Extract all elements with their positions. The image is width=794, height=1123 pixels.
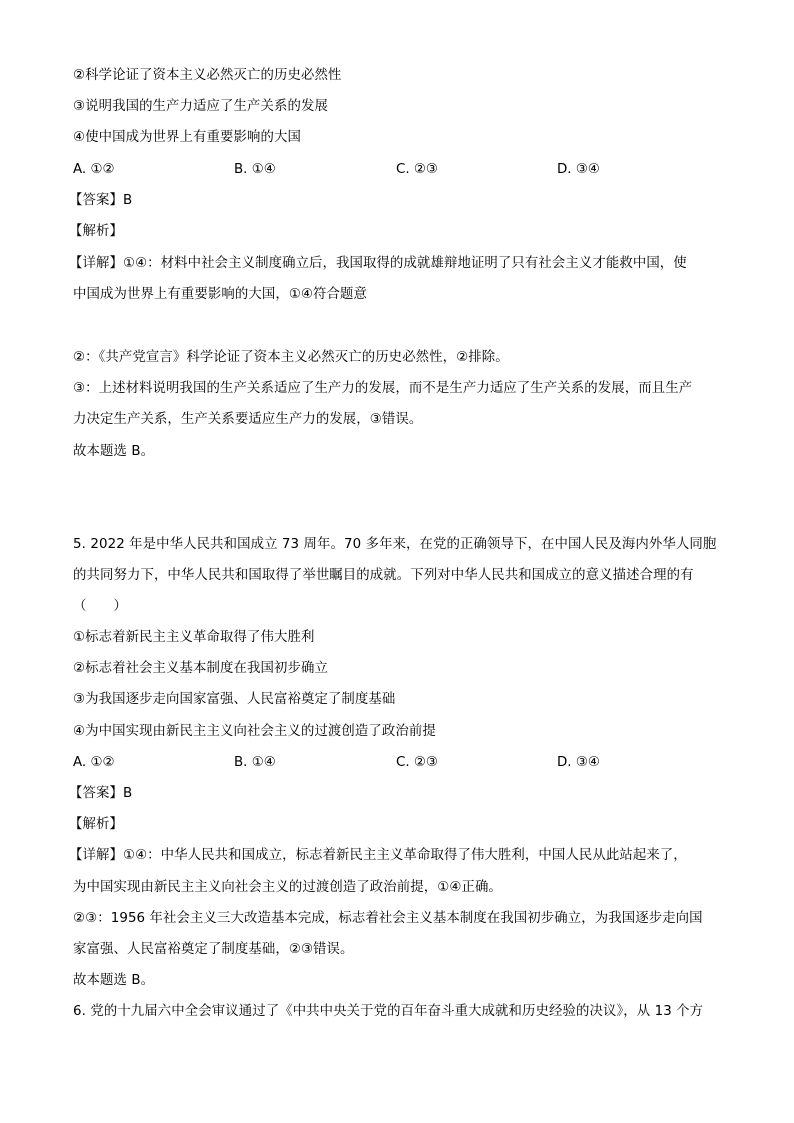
q4-answer: 【答案】B <box>69 193 133 208</box>
q4-detail-line-3: ②：《共产党宣言》科学论证了资本主义必然灭亡的历史必然性，②排除。 <box>73 350 509 365</box>
q5-detail-line-1: 【详解】①④：中华人民共和国成立，标志着新民主主义革命取得了伟大胜利，中国人民从此站起来了， <box>69 848 687 863</box>
q6-stem-line-1: 6. 党的十九届六中全会审议通过了《中共中央关于党的百年奋斗重大成就和历史经验的决议》，从 13 个方 <box>73 1004 704 1019</box>
q5-statement-4: ④为中国实现由新民主主义向社会主义的过渡创造了政治前提 <box>73 724 436 739</box>
q4-detail-line-1: 【详解】①④：材料中社会主义制度确立后，我国取得的成就雄辩地证明了只有社会主义才能救中国，使 <box>69 256 687 271</box>
q4-option-c: C. ②③ <box>396 162 438 177</box>
q5-stem-line-2: 的共同努力下，中华人民共和国取得了举世瞩目的成就。下列对中华人民共和国成立的意义描述合理的有 <box>73 568 694 583</box>
q5-conclusion: 故本题选 B。 <box>73 973 155 988</box>
q4-analysis-label: 【解析】 <box>69 224 123 239</box>
q5-statement-2: ②标志着社会主义基本制度在我国初步确立 <box>73 661 328 676</box>
q5-option-d: D. ③④ <box>557 755 600 770</box>
q4-option-b: B. ①④ <box>234 162 276 177</box>
q5-stem-line-1: 5. 2022 年是中华人民共和国成立 73 周年。70 多年来，在党的正确领导下，在中国人民及海内外华人同胞 <box>73 537 717 552</box>
q5-option-b: B. ①④ <box>234 755 276 770</box>
q5-statement-1: ①标志着新民主主义革命取得了伟大胜利 <box>73 630 315 645</box>
q5-answer: 【答案】B <box>69 786 133 801</box>
q4-detail-line-5: 力决定生产关系，生产关系要适应生产力的发展，③错误。 <box>73 412 423 427</box>
q5-analysis-label: 【解析】 <box>69 817 123 832</box>
q4-conclusion: 故本题选 B。 <box>73 444 155 459</box>
q5-detail-line-3: ②③：1956 年社会主义三大改造基本完成，标志着社会主义基本制度在我国初步确立，为我国逐步走向国 <box>73 911 703 926</box>
q4-detail-line-4: ③：上述材料说明我国的生产关系适应了生产力的发展，而不是生产力适应了生产关系的发展，而且生产 <box>73 381 693 396</box>
q5-stem-blank: （ ） <box>73 599 127 614</box>
q4-statement-4: ④使中国成为世界上有重要影响的大国 <box>73 130 301 145</box>
q4-option-d: D. ③④ <box>557 162 600 177</box>
q4-statement-2: ②科学论证了资本主义必然灭亡的历史必然性 <box>73 68 342 83</box>
q4-detail-line-2: 中国成为世界上有重要影响的大国，①④符合题意 <box>73 287 368 302</box>
q5-detail-line-2: 为中国实现由新民主主义向社会主义的过渡创造了政治前提，①④正确。 <box>73 880 502 895</box>
q5-statement-3: ③为我国逐步走向国家富强、人民富裕奠定了制度基础 <box>73 692 396 707</box>
q4-option-a: A. ①② <box>73 162 115 177</box>
q5-option-a: A. ①② <box>73 755 115 770</box>
q4-statement-3: ③说明我国的生产力适应了生产关系的发展 <box>73 99 328 114</box>
q5-option-c: C. ②③ <box>396 755 438 770</box>
q5-detail-line-4: 家富强、人民富裕奠定了制度基础，②③错误。 <box>73 942 354 957</box>
